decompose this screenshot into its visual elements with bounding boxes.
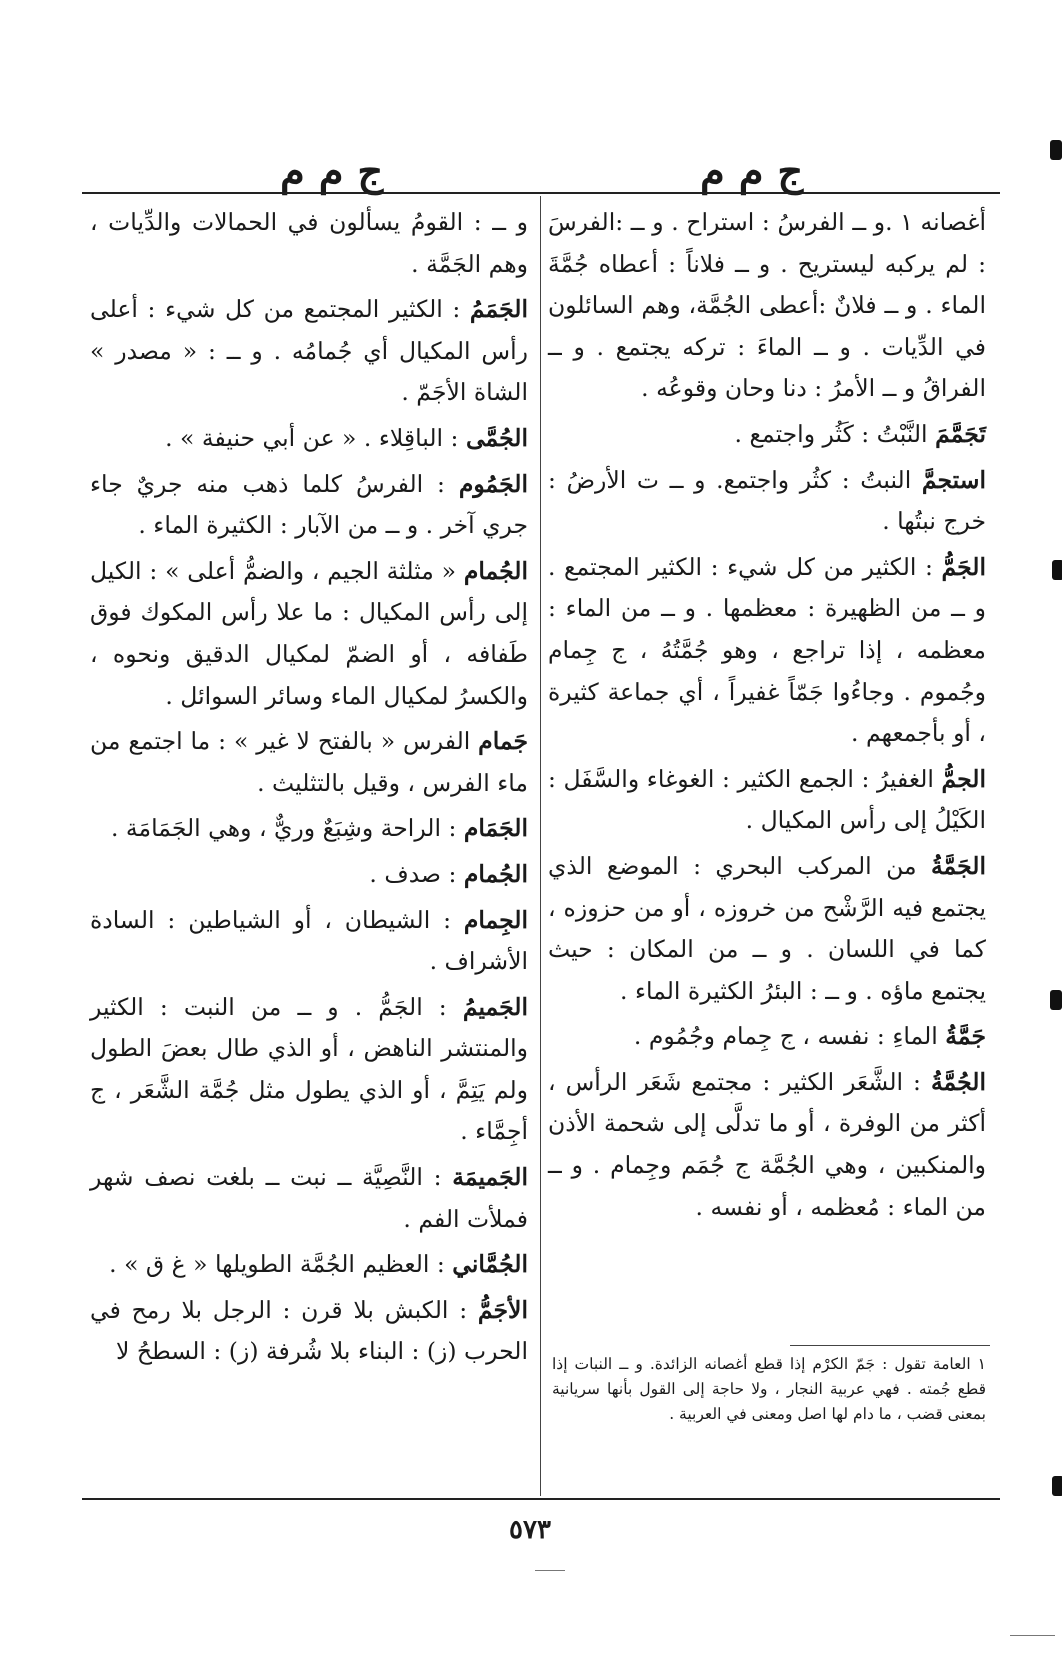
- entry-definition: « مثلثة الجيم ، والضمُّ أعلى » : الكيل إلى رأس المكيال : ما علا رأس المكوك فوق طَفافه ، أو الضمّ لمكيال الدقيق ونحوه ، والكسرُ لمكيال الماء وسائر السوائل .: [90, 556, 528, 710]
- margin-mark: [1052, 560, 1062, 580]
- entry-definition: : الراحة وشِبَعٌ وريٌّ ، وهي الجَمَامَة .: [110, 814, 464, 843]
- dictionary-entry: [90, 854, 528, 896]
- entry-definition: و ــ : القومُ يسألون في الحمالات والدِّيات ، وهم الجَمَّة .: [90, 208, 528, 278]
- dictionary-entry: [90, 289, 528, 414]
- entry-headword: الجَمَّةُ: [930, 851, 986, 880]
- entry-definition: : العظيم الجُمَّة الطويلها « غ ق » .: [109, 1250, 453, 1279]
- entry-definition: : النَّصِيَّة ــ نبت ــ بلغت نصف شهر فملأت الفم .: [90, 1163, 528, 1233]
- entry-definition: الغفيرُ : الجمع الكثير : الغوغاء والسَّفَل : الكَيْلُ إلى رأس المكيال .: [548, 764, 986, 835]
- dictionary-entry: [548, 1062, 986, 1228]
- entry-definition: : الكثير من كل شيء : الكثير المجتمع . و ــ من الظهيرة : معظمها . و ــ من الماء : معظمه ، إذا تراجع ، وهو جُمَّتُهُ ، ج جِمام وجُموم . وجاءُوا جَمّاً غفيراً ، أي جماعة كثيرة ، أو بأجمعهم .: [548, 552, 986, 748]
- entry-headword: الجُمام: [463, 556, 528, 585]
- entry-headword: الجَميمُ: [462, 992, 528, 1021]
- entry-headword: الأجَمُّ: [477, 1295, 528, 1324]
- column-divider: [540, 196, 541, 1496]
- entry-headword: الجَميمَة: [452, 1163, 528, 1192]
- entry-headword: جَمَّةُ: [945, 1022, 986, 1051]
- right-column: [548, 202, 986, 1232]
- entry-headword: الجُمام: [463, 859, 528, 888]
- scan-speck: [535, 1570, 565, 1571]
- entry-headword: جَمام: [478, 727, 528, 756]
- footnote: ١ العامة تقول : جَمّ الكرْم إذا قطع أغصانه الزائدة. و ــ النبات إذا قطع جُمته . فهي عربية النجار ، ولا حاجة إلى القول بأنها سريانية بمعنى قضب ، ما دام لها اصل ومعنى في العربية .: [552, 1355, 986, 1423]
- bottom-rule: [82, 1498, 1000, 1500]
- entry-definition: النبتُ : كثُر واجتمع. و ــ ت الأرضُ : خرج نبتُها .: [548, 465, 986, 536]
- entry-headword: الجُمَّى: [465, 423, 528, 452]
- dictionary-entry: [548, 846, 986, 1012]
- entry-definition: : الشيطان ، أو الشياطين : السادة الأشراف .: [90, 905, 528, 976]
- scan-speck: [1010, 1635, 1055, 1636]
- entry-definition: الماءِ : نفسه ، ج جِمام وجُمُوم .: [633, 1022, 946, 1051]
- entry-headword: الجَمُّ: [941, 552, 986, 581]
- dictionary-entry: [548, 759, 986, 842]
- entry-definition: الفرس « بالفتح لا غير » : ما اجتمع من ماء الفرس ، وقيل بالتثليث .: [90, 727, 528, 797]
- entry-headword: الجَمَام: [463, 814, 528, 843]
- entry-headword: الجُمَّةُ: [930, 1067, 986, 1096]
- left-column: [90, 202, 528, 1377]
- entry-definition: النَّبْتُ : كَثُر واجتمع .: [734, 419, 936, 448]
- dictionary-entry: [90, 551, 528, 717]
- top-rule: [82, 192, 1000, 194]
- entry-definition: : الباقِلاء . « عن أبي حنيفة » .: [165, 423, 466, 452]
- margin-mark: [1050, 990, 1062, 1010]
- right-column-header: ج م م: [700, 148, 804, 195]
- entry-definition: : الشَّعَر الكثير : مجتمع شَعَر الرأس ، أكثر من الوفرة ، أو ما تدلَّى إلى شحمة الأذن والمنكبين ، وهي الجُمَّة ج جُمَم وجِمام . و ــ من الماء : مُعظمه ، أو نفسه .: [548, 1067, 986, 1221]
- dictionary-entry: [90, 1157, 528, 1240]
- entry-definition: : الكثير المجتمع من كل شيء : أعلى رأس المكيال أي جُمامُه . و ــ : « مصدر » الشاة الأجَمّ .: [90, 295, 528, 407]
- entry-definition: : صدف .: [369, 859, 464, 888]
- entry-headword: الجِمام: [463, 905, 528, 934]
- dictionary-entry: [90, 900, 528, 983]
- entry-headword: تَجَمَّمَ: [935, 419, 986, 448]
- left-column-header: ج م م: [280, 148, 384, 195]
- dictionary-entry: [90, 1290, 528, 1373]
- margin-mark: [1052, 1476, 1062, 1496]
- entry-headword: استجمَّ: [921, 465, 986, 494]
- entry-headword: الجَمَمُ: [469, 295, 528, 324]
- dictionary-entry: [90, 202, 528, 285]
- entry-definition: : الكبش بلا قرن : الرجل بلا رمح في الحرب (ز) : البناء بلا شُرفة (ز) : السطحُ لا: [90, 1295, 528, 1366]
- dictionary-entry: [548, 202, 986, 410]
- dictionary-entry: [90, 987, 528, 1153]
- dictionary-entry: [548, 460, 986, 543]
- margin-mark: [1050, 140, 1062, 160]
- entry-headword: الجَمُوم: [458, 469, 528, 498]
- dictionary-entry: [548, 1016, 986, 1058]
- footnote-rule: [790, 1345, 990, 1346]
- entry-definition: : الفرسُ كلما ذهب منه جريٌ جاء جري آخر . و ــ من الآبار : الكثيرة الماء .: [90, 469, 528, 540]
- entry-definition: من المركب البحري : الموضع الذي يجتمع فيه الرَّشْح من خروزه ، أو من حزوزه ، كما في اللسان . و ــ من المكان : حيث يجتمع ماؤه . و ــ : البئرُ الكثيرة الماء .: [548, 851, 986, 1005]
- entry-headword: الجُمَّاني: [452, 1250, 528, 1279]
- entry-definition: أغصانه ١ .و ــ الفرسُ : استراح . و ــ :الفرسَ : لم يركبه ليستريح . و ــ فلاناً : أعطاه جُمَّةَ الماء . و ــ فلانٌ :أعطى الجُمَّة، وهم السائلون في الدِّيات . و ــ الماءَ : تركه يجتمع . و ــ الفراقُ و ــ الأمرُ : دنا وحان وقوعُه .: [548, 208, 986, 403]
- dictionary-entry: [90, 721, 528, 804]
- dictionary-entry: [90, 418, 528, 460]
- dictionary-entry: [548, 414, 986, 456]
- entry-definition: : الجَمُّ . و ــ من النبت : الكثير والمنتشر الناهض ، أو الذي طال بعضَ الطول ولم يَتِمَّ ، أو الذي يطول مثل جُمَّة الشَّعَر ، ج أجِمَّاء .: [90, 992, 528, 1146]
- entry-headword: الجمُّ: [941, 764, 986, 793]
- dictionary-entry: [548, 547, 986, 755]
- dictionary-entry: [90, 464, 528, 547]
- dictionary-entry: [90, 808, 528, 850]
- page-number: ٥٧٣: [509, 1515, 551, 1545]
- dictionary-entry: [90, 1244, 528, 1286]
